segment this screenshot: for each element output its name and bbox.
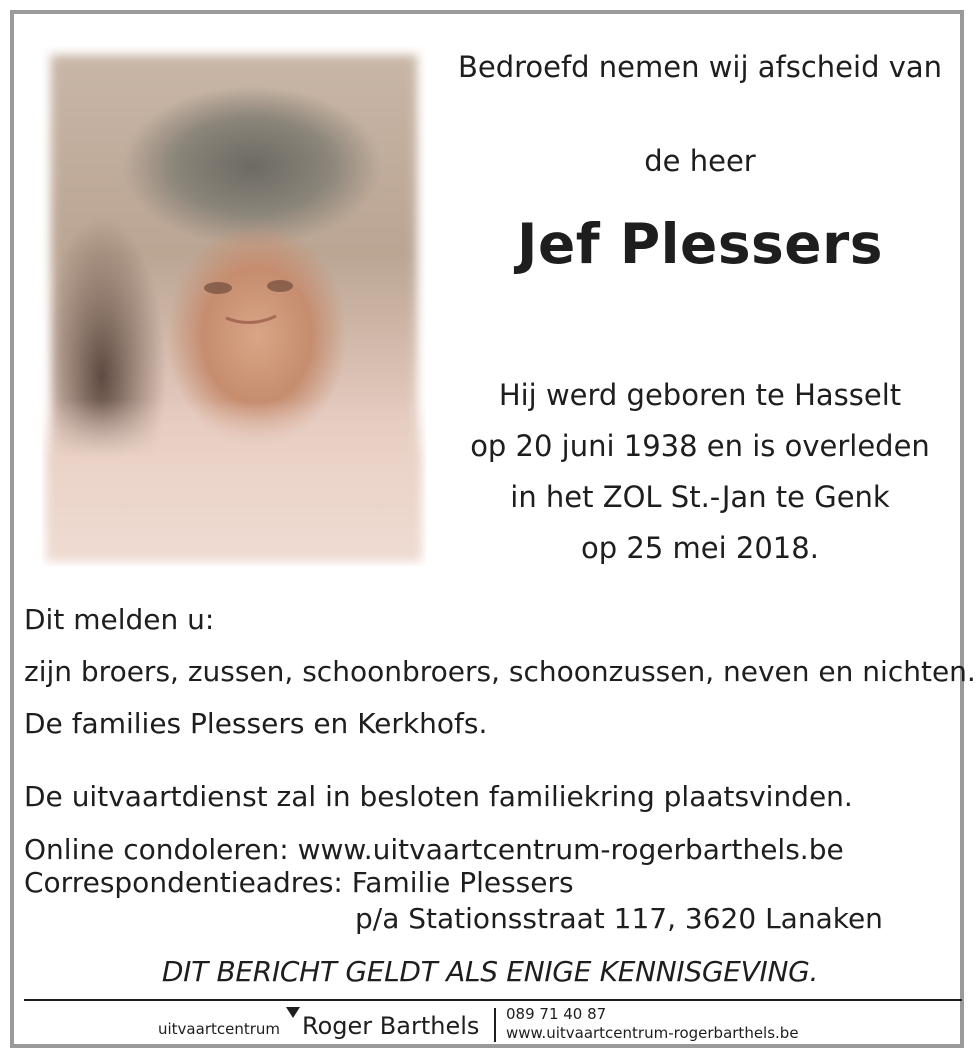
deceased-name: Jef Plessers: [517, 212, 883, 276]
honorific: de heer: [644, 144, 756, 178]
bio-line: op 20 juni 1938 en is overleden: [470, 429, 930, 463]
correspondence-text: Correspondentieadres: Familie Plessers: [24, 866, 574, 899]
bio-line: in het ZOL St.-Jan te Genk: [510, 480, 890, 514]
footer-website: www.uitvaartcentrum-rogerbarthels.be: [506, 1024, 799, 1042]
footer-prefix: uitvaartcentrum: [158, 1020, 281, 1038]
footer-divider: [24, 999, 962, 1001]
portrait-shirt: [42, 400, 426, 566]
bio-line: Hij werd geboren te Hasselt: [498, 378, 902, 412]
announce-label: Dit melden u:: [24, 603, 215, 636]
footer-separator: [494, 1008, 496, 1042]
families-text: De families Plessers en Kerkhofs.: [24, 707, 488, 740]
funeral-home-footer: [0, 1002, 980, 1046]
intro-text: Bedroefd nemen wij afscheid van: [457, 50, 943, 84]
funeral-home-name: Roger Barthels: [302, 1012, 480, 1040]
footer-phone: 089 71 40 87: [506, 1005, 607, 1023]
address-text: p/a Stationsstraat 117, 3620 Lanaken: [355, 902, 883, 935]
bio-line: op 25 mei 2018.: [581, 531, 819, 565]
condolence-text: Online condoleren: www.uitvaartcentrum-rogerbarthels.be: [24, 833, 844, 866]
portrait-photo: [36, 40, 432, 572]
relatives-text: zijn broers, zussen, schoonbroers, schoonzussen, neven en nichten.: [24, 655, 976, 688]
biography: [440, 370, 960, 574]
closing-statement: DIT BERICHT GELDT ALS ENIGE KENNISGEVING.: [161, 955, 819, 988]
service-text: De uitvaartdienst zal in besloten familiekring plaatsvinden.: [24, 780, 853, 813]
triangle-marker-icon: [286, 1007, 300, 1018]
portrait-face-icon: [196, 270, 306, 330]
